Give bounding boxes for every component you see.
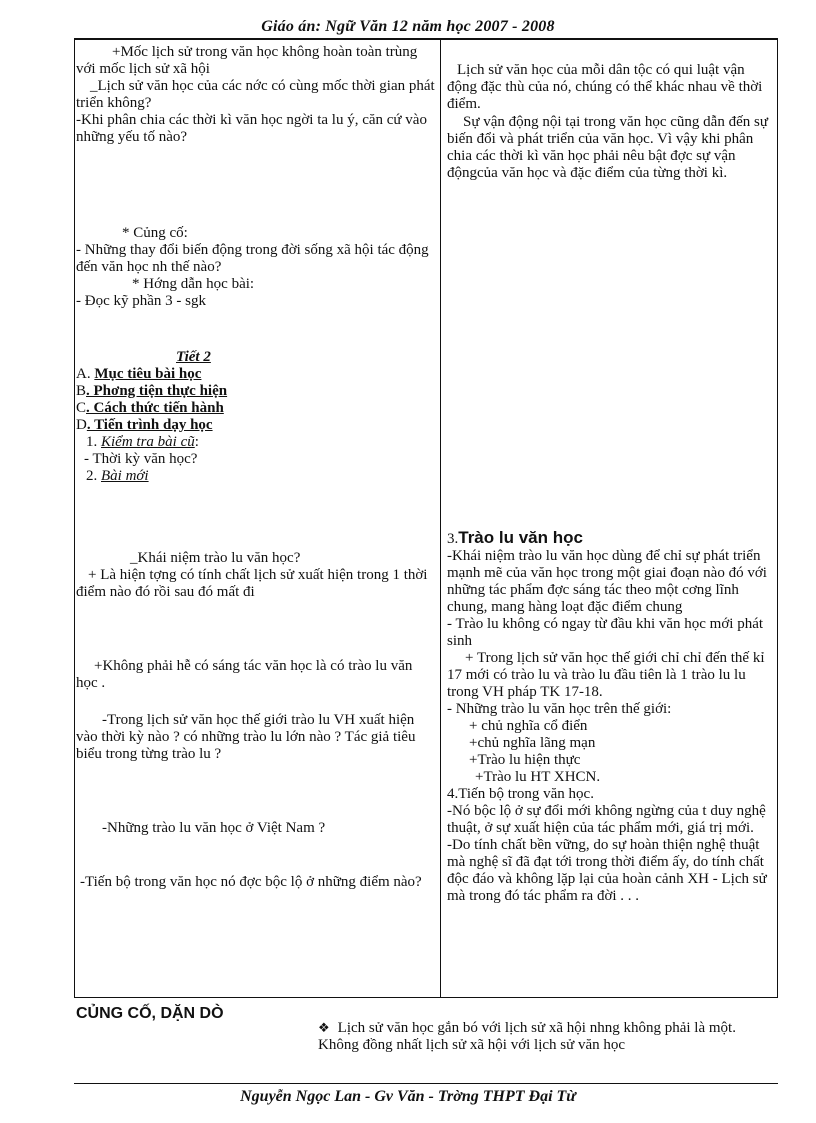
right-r9: 4.Tiến bộ trong văn học. <box>447 786 594 802</box>
left-q1: _Khái niệm trào lu văn học? <box>130 550 301 566</box>
right-r2: - Trào lu không có ngay từ đầu khi văn học mới phát sinh <box>447 616 764 649</box>
baimoi-prefix: 2. <box>86 468 98 484</box>
left-block-1 <box>76 44 436 146</box>
right-r11: -Do tính chất bền vững, do sự hoàn thiện nghệ thuật mà nghệ sĩ đã đạt tới trong thời điểm ấy, do tính chất độc đáo và không lặp lại của hoàn cảnh XH - Lịch sử mà trong đó tác phẩm ra đời . . . <box>447 837 767 904</box>
left-q2: + Là hiện tợng có tính chất lịch sử xuất hiện trong 1 thời điểm nào đó rồi sau đó mất đi <box>76 567 428 600</box>
left-p3: -Khi phân chia các thời kì văn học ngời ta lu ý, căn cứ vào những yếu tố nào? <box>76 112 427 145</box>
kiemtra-question: - Thời kỳ văn học? <box>84 451 198 467</box>
section-d <box>76 417 436 434</box>
footer-rule <box>74 1083 778 1084</box>
right-block-1 <box>447 62 773 182</box>
summary-block <box>318 1020 768 1054</box>
cungco-text: - Những thay đổi biến động trong đời sống xã hội tác động đến văn học nh thế nào? <box>76 242 429 275</box>
left-block-6 <box>76 712 436 763</box>
summary-text: Lịch sử văn học gắn bó với lịch sử xã hội nhng không phải là một. Không đồng nhất lịch sử xã hội với lịch sử văn học <box>318 1020 736 1053</box>
section-3-title: Trào lu văn học <box>458 528 583 547</box>
section-a <box>76 366 436 383</box>
left-block-5 <box>76 658 436 692</box>
kiemtra-suffix: : <box>194 434 199 450</box>
left-p1: +Mốc lịch sử trong văn học không hoàn toàn trùng với mốc lịch sử xã hội <box>76 44 418 77</box>
right-p2: Sự vận động nội tại trong văn học cũng dẫn đến sự biến đổi và phát triển của văn học. Vì vậy khi phân chia các thời kì văn học phải nêu bật đợc sự vận độngcủa văn học và đặc điểm của từng thời kì. <box>447 114 768 181</box>
left-q3: +Không phải hễ có sáng tác văn học là có trào lu văn học . <box>76 658 413 691</box>
left-p2: _Lịch sử văn học của các nớc có cùng mốc thời gian phát triển không? <box>76 78 435 111</box>
right-r1: -Khái niệm trào lu văn học dùng để chỉ sự phát triển mạnh mẽ của văn học trong một giai đoạn nào đó với những tác phẩm đợc sáng tác theo một cơng lĩnh chung, mang hàng loạt đặc điểm chung <box>447 548 767 615</box>
section-b-text: . Phơng tiện thực hiện <box>86 383 228 399</box>
right-r5: + chủ nghĩa cổ điển <box>469 718 588 734</box>
baimoi-line <box>76 468 436 485</box>
summary-title: CỦNG CỐ, DẶN DÒ <box>76 1005 224 1022</box>
section-a-text: Mục tiêu bài học <box>94 366 202 382</box>
right-r10: -Nó bộc lộ ở sự đổi mới không ngừng của t duy nghệ thuật, ở sự xuất hiện của tác phẩm mới, giá trị mới. <box>447 803 766 836</box>
left-block-7 <box>76 820 436 837</box>
left-block-2 <box>76 225 436 310</box>
left-block-8 <box>76 874 436 891</box>
right-block-2 <box>447 529 773 905</box>
right-p1: Lịch sử văn học của mỗi dân tộc có qui luật vận động đặc thù của nó, chúng có thể khác nhau về thời điểm. <box>447 62 763 112</box>
cungco-label: * Củng cố: <box>122 225 188 241</box>
right-r6: +chủ nghĩa lãng mạn <box>469 735 596 751</box>
huongdan-text: - Đọc kỹ phần 3 - sgk <box>76 293 206 309</box>
left-block-3 <box>76 349 436 485</box>
diamond-bullet-icon: ❖ <box>318 1021 330 1036</box>
right-r3: + Trong lịch sử văn học thế giới chỉ chỉ đến thế kỉ 17 mới có trào lu và trào lu đầu tiên là 1 trào lu lu trong VH pháp TK 17-18. <box>447 650 765 700</box>
section-c-text: . Cách thức tiến hành <box>86 400 224 416</box>
right-r7: +Trào lu hiện thực <box>469 752 581 768</box>
kiemtra-line <box>76 434 436 451</box>
section-b <box>76 383 436 400</box>
section-3-prefix: 3. <box>447 531 459 547</box>
page-header: Giáo án: Ngữ Văn 12 năm học 2007 - 2008 <box>261 18 555 35</box>
left-q5: -Những trào lu văn học ở Việt Nam ? <box>102 820 326 836</box>
left-block-4 <box>76 550 436 601</box>
baimoi-text: Bài mới <box>101 468 149 484</box>
section-b-prefix: B <box>76 383 87 399</box>
tiet-heading: Tiết 2 <box>176 349 211 365</box>
section-3-heading <box>447 529 773 548</box>
right-r4: - Những trào lu văn học trên thế giới: <box>447 701 672 717</box>
kiemtra-text: Kiểm tra bài cũ <box>101 434 195 450</box>
left-q6: -Tiến bộ trong văn học nó đợc bộc lộ ở những điểm nào? <box>80 874 422 890</box>
huongdan-label: * Hớng dẫn học bài: <box>132 276 255 292</box>
right-r8: +Trào lu HT XHCN. <box>475 769 601 785</box>
left-q4: -Trong lịch sử văn học thế giới trào lu VH xuất hiện vào thời kỳ nào ? có những trào lu lớn nào ? Tác giả tiêu biểu trong từng trào lu ? <box>76 712 416 762</box>
section-d-prefix: D <box>76 417 87 433</box>
section-d-text: . Tiến trình dạy học <box>86 417 213 433</box>
section-c-prefix: C <box>76 400 87 416</box>
page-footer: Nguyễn Ngọc Lan - Gv Văn - Trờng THPT Đại Từ <box>240 1088 576 1105</box>
section-c <box>76 400 436 417</box>
kiemtra-prefix: 1. <box>86 434 98 450</box>
column-divider <box>440 38 441 998</box>
section-a-prefix: A. <box>76 366 91 382</box>
